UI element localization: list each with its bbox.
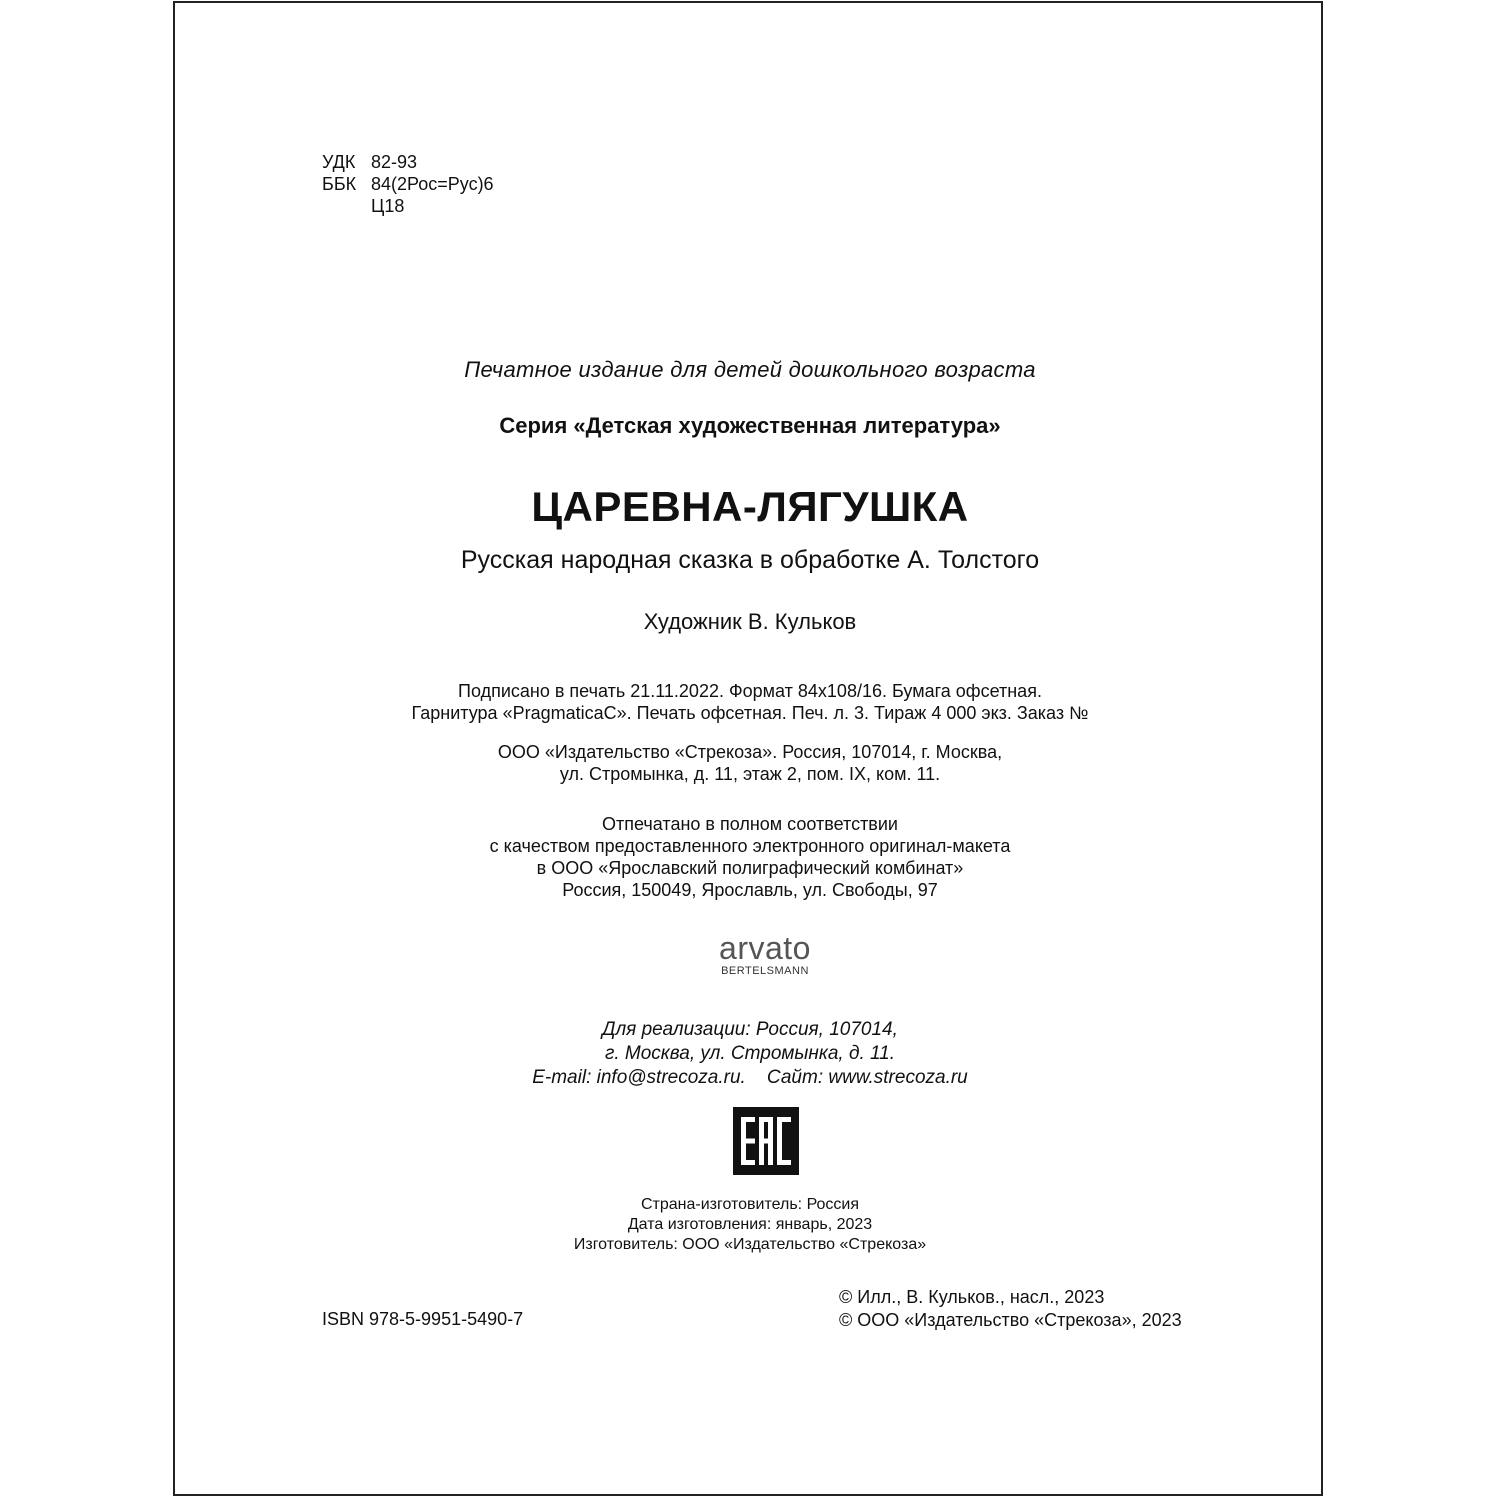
publisher-block: [175, 741, 1325, 785]
sales-line: г. Москва, ул. Стромынка, д. 11.: [604, 1043, 896, 1064]
manufacture-line: Изготовитель: ООО «Издательство «Стрекоза»: [573, 1236, 927, 1253]
bbk-value: 84(2Рос=Рус)6: [371, 174, 494, 194]
sales-block: [175, 1018, 1325, 1090]
logo-main-text: arvato: [719, 930, 811, 966]
manufacture-line: Страна-изготовитель: Россия: [640, 1196, 860, 1213]
imprint-line: Подписано в печать 21.11.2022. Формат 84x108/16. Бумага офсетная.: [458, 681, 1042, 701]
book-title: ЦАРЕВНА-ЛЯГУШКА: [531, 483, 969, 530]
arvato-logo: [700, 931, 830, 977]
author-mark-row: [322, 195, 494, 217]
imprint-block: [175, 680, 1325, 724]
publisher-line: ул. Стромынка, д. 11, этаж 2, пом. IX, ком. 11.: [559, 764, 941, 784]
copyright-line: © ООО «Издательство «Стрекоза», 2023: [839, 1310, 1182, 1330]
manufacture-block: [175, 1195, 1325, 1255]
eac-mark-icon: [733, 1107, 799, 1175]
artist-credit: Художник В. Кульков: [643, 609, 857, 634]
logo-sub-text: BERTELSMANN: [721, 965, 809, 977]
printer-line: Отпечатано в полном соответствии: [602, 814, 898, 834]
printer-line: Россия, 150049, Ярославль, ул. Свободы, 97: [562, 880, 938, 900]
copyright-block: [839, 1286, 1182, 1332]
publisher-line: ООО «Издательство «Стрекоза». Россия, 107014, г. Москва,: [497, 742, 1003, 762]
printer-block: [175, 813, 1325, 901]
udk-row: [322, 151, 494, 173]
imprint-line: Гарнитура «PragmaticaC». Печать офсетная. Печ. л. 3. Тираж 4 000 экз. Заказ №: [411, 703, 1089, 723]
printer-line: в ООО «Ярославский полиграфический комбинат»: [536, 858, 964, 878]
classification-block: [322, 151, 494, 217]
printer-line: с качеством предоставленного электронного оригинал-макета: [489, 836, 1011, 856]
age-note: Печатное издание для детей дошкольного возраста: [464, 357, 1036, 382]
series-title: Серия «Детская художественная литература»: [499, 413, 1001, 438]
book-subtitle: Русская народная сказка в обработке А. Толстого: [460, 546, 1040, 574]
author-mark: Ц18: [371, 196, 405, 216]
isbn: ISBN 978-5-9951-5490-7: [322, 1309, 524, 1329]
udk-value: 82-93: [371, 152, 418, 172]
udk-label: УДК: [322, 152, 356, 172]
sales-line: E-mail: info@strecoza.ru. Сайт: www.strecoza.ru: [532, 1067, 968, 1088]
bbk-row: [322, 173, 494, 195]
sales-line: Для реализации: Россия, 107014,: [602, 1019, 898, 1040]
manufacture-line: Дата изготовления: январь, 2023: [627, 1216, 873, 1233]
book-page: [173, 1, 1323, 1496]
copyright-line: © Илл., В. Кульков., насл., 2023: [839, 1287, 1105, 1307]
bbk-label: ББК: [322, 174, 357, 194]
